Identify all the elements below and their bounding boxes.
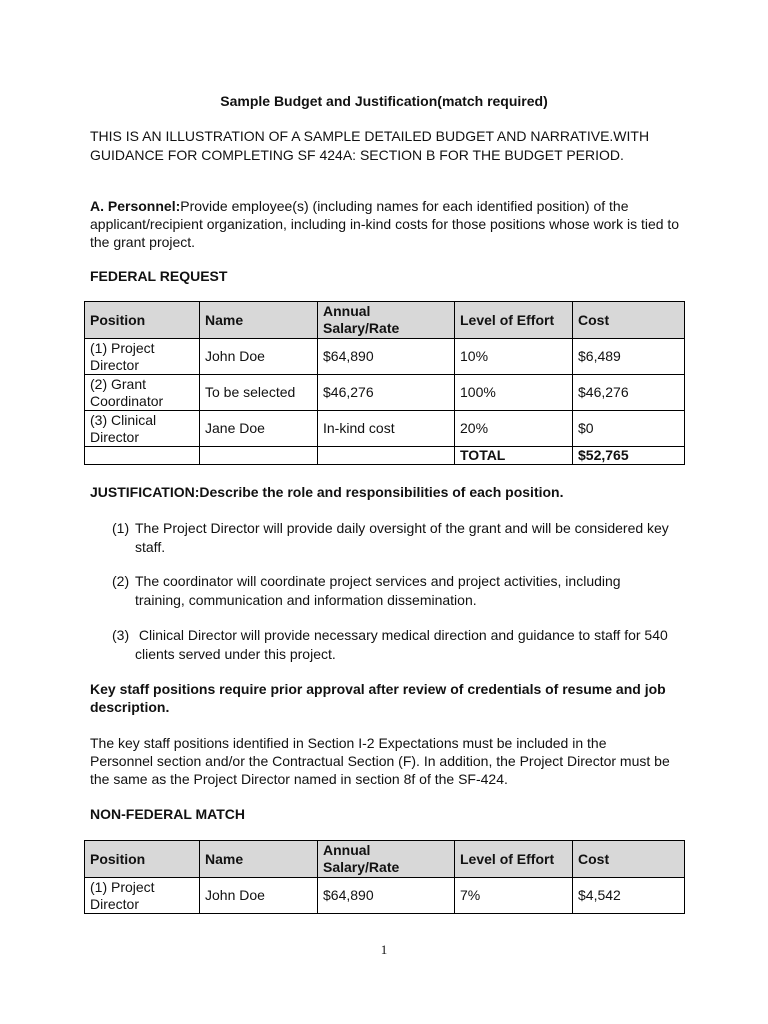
column-header: Level of Effort (455, 841, 573, 878)
list-item-text: The Project Director will provide daily oversight of the grant and will be considered key staff. (135, 520, 669, 555)
table-cell: (2) Grant Coordinator (85, 375, 200, 411)
table-cell: $46,276 (573, 375, 685, 411)
column-header: Position (85, 302, 200, 339)
column-header: Annual Salary/Rate (318, 302, 455, 339)
list-item (112, 519, 672, 557)
personnel-paragraph (90, 197, 680, 251)
table-cell: John Doe (200, 878, 318, 914)
column-header: Annual Salary/Rate (318, 841, 455, 878)
table-row (85, 878, 685, 914)
column-header: Position (85, 841, 200, 878)
list-item (112, 572, 672, 610)
column-header: Cost (573, 841, 685, 878)
table-cell: 10% (455, 339, 573, 375)
table-header-row (85, 841, 685, 878)
table-cell: $64,890 (318, 878, 455, 914)
table-cell: 20% (455, 411, 573, 447)
list-item-text: The coordinator will coordinate project services and project activities, including training, communication and information dissemination. (135, 573, 621, 608)
table-cell-empty (318, 447, 455, 465)
table-row (85, 339, 685, 375)
table-cell: 100% (455, 375, 573, 411)
table-cell: $4,542 (573, 878, 685, 914)
table-row (85, 411, 685, 447)
table-cell: In-kind cost (318, 411, 455, 447)
table-cell: (1) Project Director (85, 339, 200, 375)
table-cell: (1) Project Director (85, 878, 200, 914)
key-staff-note: Key staff positions require prior approval after review of credentials of resume and job description. (90, 681, 666, 715)
column-header: Level of Effort (455, 302, 573, 339)
column-header: Name (200, 302, 318, 339)
list-item-number: (2) (112, 573, 130, 589)
page-number: 1 (380, 942, 388, 957)
table-cell: $6,489 (573, 339, 685, 375)
table-cell-empty (200, 447, 318, 465)
list-item-text: Clinical Director will provide necessary medical direction and guidance to staff for 540 clients served under this project. (135, 627, 668, 662)
table-cell: John Doe (200, 339, 318, 375)
table-cell: $46,276 (318, 375, 455, 411)
column-header: Name (200, 841, 318, 878)
total-row (85, 447, 685, 465)
intro-paragraph: THIS IS AN ILLUSTRATION OF A SAMPLE DETAILED BUDGET AND NARRATIVE.WITH GUIDANCE FOR COMPLETING SF 424A: SECTION B FOR THE BUDGET PERIOD. (90, 128, 650, 163)
key-staff-paragraph: The key staff positions identified in Section I-2 Expectations must be included in the Personnel section and/or the Contractual Section (F). In addition, the Project Director must be the same as the Project Director named in section 8f of the SF-424. (90, 735, 670, 787)
document-title: Sample Budget and Justification(match required) (220, 93, 548, 109)
non-federal-match-table (84, 840, 685, 914)
table-header-row (85, 302, 685, 339)
federal-request-table (84, 301, 685, 465)
table-cell: (3) Clinical Director (85, 411, 200, 447)
non-federal-match-heading: NON-FEDERAL MATCH (90, 806, 246, 822)
federal-request-heading: FEDERAL REQUEST (90, 268, 228, 284)
total-value: $52,765 (573, 447, 685, 465)
list-item-number: (1) (112, 520, 130, 536)
personnel-label: A. Personnel: (90, 198, 181, 214)
table-cell: Jane Doe (200, 411, 318, 447)
table-cell: 7% (455, 878, 573, 914)
list-item-number: (3) (112, 627, 130, 643)
list-item (112, 626, 672, 664)
personnel-text: Provide employee(s) (including names for each identified position) of the applicant/recipient organization, including in-kind costs for those positions whose work is tied to the grant project. (90, 198, 680, 250)
column-header: Cost (573, 302, 685, 339)
total-label: TOTAL (455, 447, 573, 465)
table-cell: To be selected (200, 375, 318, 411)
table-cell-empty (85, 447, 200, 465)
justification-heading: JUSTIFICATION:Describe the role and responsibilities of each position. (90, 484, 564, 500)
table-cell: $64,890 (318, 339, 455, 375)
table-cell: $0 (573, 411, 685, 447)
table-row (85, 375, 685, 411)
